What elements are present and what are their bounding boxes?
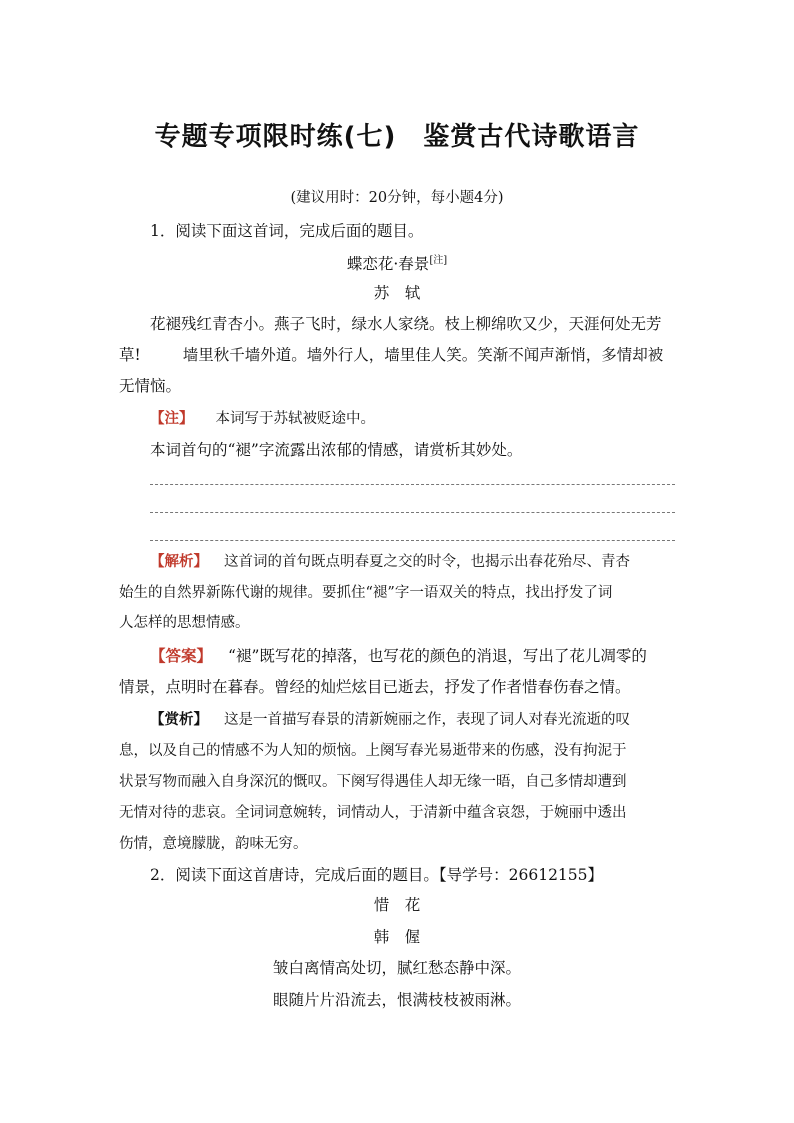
poem-2-author: 韩 偓 [373, 928, 421, 946]
poem-1-title [119, 251, 675, 274]
question-2-prompt [150, 865, 675, 885]
appreciation-line-1 [150, 710, 675, 730]
answer-line-a [150, 646, 675, 666]
question-1-prompt: 1．阅读下面这首词，完成后面的题目。 [150, 222, 424, 240]
poem-1-title-text: 蝶恋花·春景 [346, 255, 430, 274]
poem-1-line-1: 花褪残红青杏小。燕子飞时，绿水人家绕。枝上柳绵吹又少，天涯何处无芳 [150, 315, 662, 333]
note-marker: [注] [429, 255, 448, 266]
question-2-prompt-text: 2．阅读下面这首唐诗，完成后面的题目。 [150, 866, 439, 884]
guide-number: 【导学号：26612155】 [438, 866, 604, 884]
answer-label: 【答案】 [150, 646, 213, 665]
answer-line-1 [150, 484, 675, 485]
analysis-text-1: 这首词的首句既点明春夏之交的时令，也揭示出春花殆尽、青杏 [224, 554, 630, 570]
poem-1-line-2a: 草! [119, 346, 141, 364]
analysis-line-1 [150, 552, 675, 572]
appreciation-line-3: 状景写物而融入自身深沉的慨叹。下阕写得遇佳人却无缘一晤，自己多情却遭到 [119, 774, 627, 790]
appreciation-line-5: 伤情，意境朦胧，韵味无穷。 [119, 836, 308, 852]
appreciation-line-2: 息，以及自己的情感不为人知的烦恼。上阕写春光易逝带来的伤感，没有拘泥于 [119, 743, 627, 759]
appreciation-text-1: 这是一首描写春景的清新婉丽之作，表现了词人对春光流逝的叹 [224, 712, 630, 728]
analysis-line-3: 人怎样的思想情感。 [119, 615, 250, 631]
answer-text-1: “褪”既写花的掉落，也写花的颜色的消退，写出了花儿凋零的 [228, 647, 647, 665]
analysis-line-2: 始生的自然界新陈代谢的规律。要抓住“褪”字一语双关的特点，找出抒发了词 [119, 585, 613, 601]
answer-line-3 [150, 540, 675, 541]
poem-1-note [150, 409, 675, 429]
poem-2-title: 惜 花 [373, 896, 421, 914]
poem-2-line-1: 皱白离情高处切，腻红愁态静中深。 [272, 959, 521, 977]
poem-1-line-2b: 墙里秋千墙外道。墙外行人，墙里佳人笑。笑渐不闻声渐悄，多情却被 [182, 346, 664, 364]
appreciation-label: 【赏析】 [150, 711, 208, 728]
time-hint: (建议用时：20分钟，每小题4分) [290, 190, 504, 206]
note-label: 【注】 [150, 410, 194, 427]
poem-2-line-2: 眼随片片沿流去，恨满枝枝被雨淋。 [272, 991, 521, 1009]
poem-1-line-3: 无情恼。 [119, 377, 182, 395]
answer-line-2 [150, 512, 675, 513]
poem-1-author: 苏 轼 [373, 284, 421, 302]
question-1-text: 本词首句的“褪”字流露出浓郁的情感，请赏析其妙处。 [150, 441, 523, 459]
analysis-label: 【解析】 [150, 553, 208, 570]
appreciation-line-4: 无情对待的悲哀。全词词意婉转，词情动人，于清新中蕴含哀怨，于婉丽中透出 [119, 805, 627, 821]
note-text: 本词写于苏轼被贬途中。 [215, 411, 375, 427]
poem-1-line-2 [119, 345, 675, 365]
page-title: 专题专项限时练(七) 鉴赏古代诗歌语言 [154, 122, 640, 152]
answer-line-b: 情景，点明时在暮春。曾经的灿烂炫目已逝去，抒发了作者惜春伤春之情。 [119, 678, 631, 696]
